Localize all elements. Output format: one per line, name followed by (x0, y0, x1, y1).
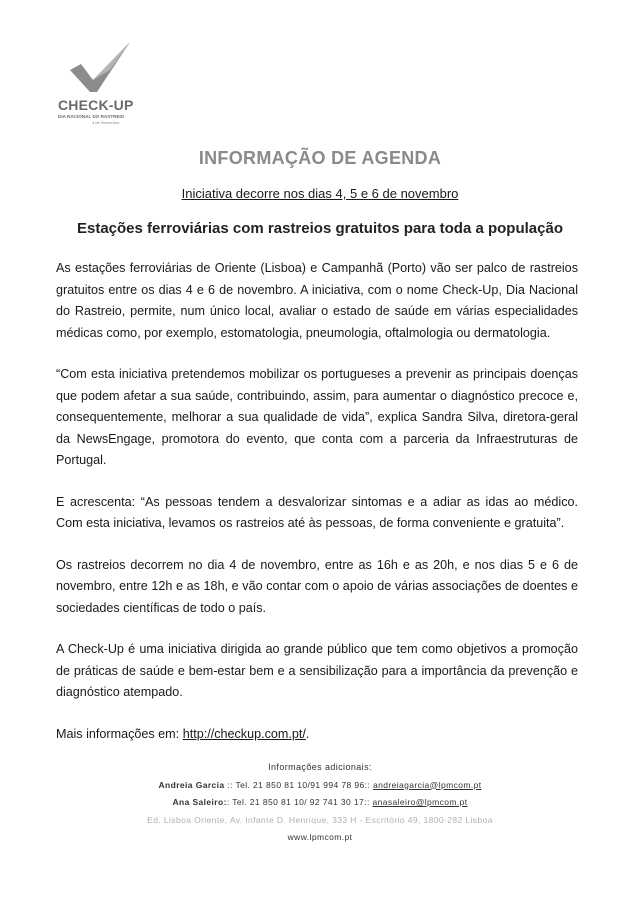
logo-brand: CHECK-UP (58, 97, 134, 113)
footer-contacts (0, 762, 640, 850)
contact-email-link[interactable]: anasaleiro@lpmcom.pt (372, 797, 468, 807)
paragraph-5: A Check-Up é uma iniciativa dirigida ao grande público que tem como objetivos a promoção de práticas de saúde e bem-estar bem e a sensibilização para a importância da prevenção e diagnóstico atempado. (56, 642, 578, 699)
subheading: Iniciativa decorre nos dias 4, 5 e 6 de novembro (181, 186, 459, 201)
contact-phone: :: Tel. 21 850 81 10/91 994 78 96:: (224, 779, 373, 790)
logo-subtitle: DIA NACIONAL DO RASTREIO (58, 114, 125, 119)
page-heading: INFORMAÇÃO DE AGENDA (198, 148, 442, 168)
contact-andreia (0, 780, 640, 798)
headline: Estações ferroviárias com rastreios gratuitos para toda a população (76, 220, 563, 237)
more-info-label: Mais informações em: (56, 726, 183, 741)
press-release-body (56, 258, 578, 765)
checkup-logo (56, 40, 146, 135)
company-address: Ed. Lisboa Oriente, Av. Infante D. Henrique, 333 H - Escritório 49, 1800-282 Lisboa (147, 814, 493, 825)
more-info (56, 724, 578, 746)
contact-ana (0, 797, 640, 815)
logo-dates: 4 de Novembro (92, 120, 120, 125)
contact-name: Andreia Garcia (158, 779, 225, 790)
checkmark-icon (66, 40, 132, 96)
footer-title: Informações adicionais: (268, 762, 372, 772)
contact-phone: : Tel. 21 850 81 10/ 92 741 30 17:: (226, 797, 373, 807)
more-info-suffix: . (305, 726, 310, 741)
contact-name: Ana Saleiro: (172, 797, 227, 807)
contact-email-link[interactable]: andreiagarcia@lpmcom.pt (372, 779, 482, 790)
company-website-link[interactable]: www.lpmcom.pt (287, 832, 353, 842)
paragraph-3: E acrescenta: “As pessoas tendem a desvalorizar sintomas e a adiar as idas ao médico. Com esta iniciativa, levamos os rastreios até às pessoas, de forma conveniente e gratuita”. (56, 494, 578, 530)
paragraph-2: “Com esta iniciativa pretendemos mobilizar os portugueses a prevenir as principais doenças que podem afetar a sua saúde, contribuindo, assim, para aumentar o diagnóstico precoce e, consequentemente, melhorar a sua qualidade de vida”, explica Sandra Silva, diretora-geral da NewsEngage, promotora do evento, que conta com a parceria da Infraestruturas de Portugal. (56, 367, 578, 467)
paragraph-4: Os rastreios decorrem no dia 4 de novembro, entre as 16h e as 20h, e nos dias 5 e 6 de novembro, entre 12h e as 18h, e vão contar com o apoio de várias associações de doentes e sociedades científicas de todo o país. (56, 557, 578, 615)
checkup-website-link[interactable]: http://checkup.com.pt/ (182, 726, 306, 741)
paragraph-1: As estações ferroviárias de Oriente (Lisboa) e Campanhã (Porto) vão ser palco de rastreios gratuitos entre os dias 4 e 6 de novembro. A iniciativa, com o nome Check-Up, Dia Nacional do Rastreio, permite, num único local, avaliar o estado de saúde em várias especialidades médicas como, por exemplo, estomatologia, pneumologia, oftalmologia ou dermatologia. (56, 261, 578, 340)
